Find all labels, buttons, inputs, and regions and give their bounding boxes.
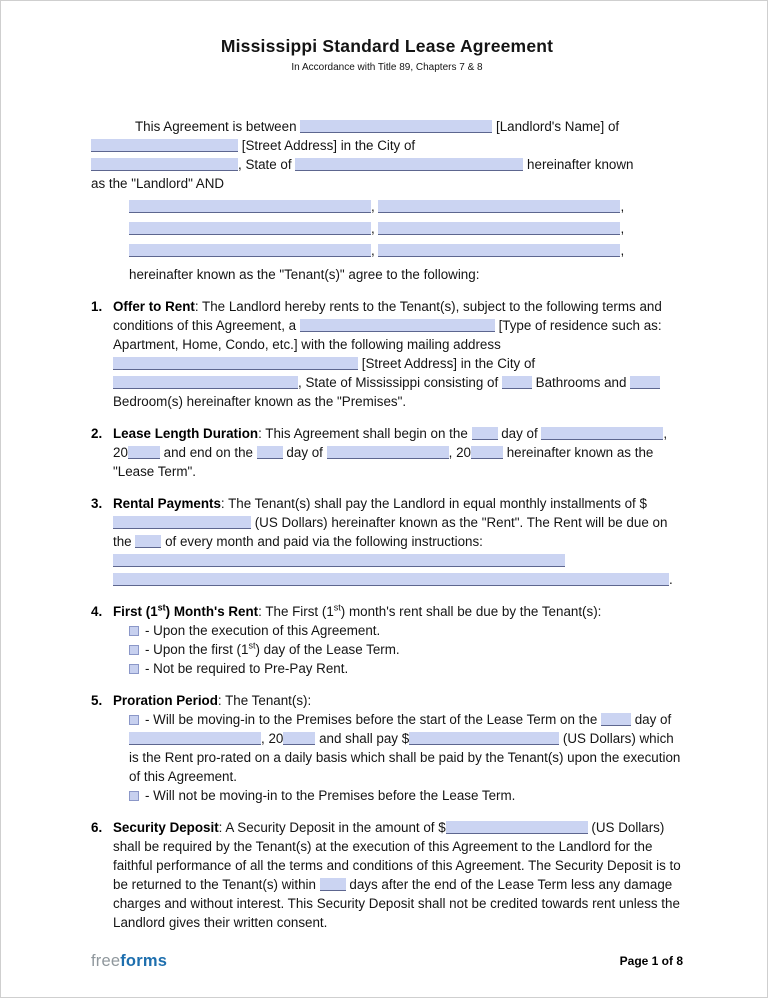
checkbox-option [129, 640, 683, 659]
section-number: 5. [91, 693, 103, 708]
intro-line: , State of hereinafter known [91, 155, 683, 174]
checkbox[interactable] [129, 664, 139, 674]
fill-in-blank[interactable] [129, 244, 371, 257]
brand-forms-text: forms [120, 952, 168, 970]
checkbox[interactable] [129, 626, 139, 636]
fill-in-blank[interactable] [113, 516, 251, 529]
freeforms-logo [91, 952, 167, 971]
checkbox-label: - Will be moving-in to the Premises before the start of the Lease Term on the day of , 20 and shall pay $ (US Dollars) which is the Rent pro-rated on a daily basis which shall be paid by the Tenant(s) upon the execution of this Agreement. [129, 712, 681, 784]
fill-in-blank[interactable] [113, 573, 669, 586]
fill-in-blank[interactable] [113, 376, 298, 389]
fill-in-blank[interactable] [378, 200, 620, 213]
section-number: 3. [91, 496, 103, 511]
section-heading: Security Deposit [113, 820, 219, 835]
section-body-text: : The Tenant(s) shall pay the Landlord in equal monthly installments of $ (US Dollars) hereinafter known as the "Rent". The Rent will be due on the of every month and paid via the following instructions: . [113, 496, 673, 587]
tenant-blank-row: , , [129, 219, 683, 238]
page-title: Mississippi Standard Lease Agreement [220, 36, 554, 56]
checkbox[interactable] [129, 645, 139, 655]
section-number: 4. [91, 604, 103, 619]
fill-in-blank[interactable] [113, 357, 358, 370]
checkbox-option [129, 659, 683, 678]
section-paragraph [113, 818, 683, 932]
fill-in-blank[interactable] [91, 158, 238, 171]
section-1-offer-to-rent [91, 297, 683, 411]
section-body-text: : This Agreement shall begin on the day of , 20 and end on the day of , 20 hereinafter known as the "Lease Term". [113, 426, 668, 479]
fill-in-blank[interactable] [446, 821, 588, 834]
section-body-text: : The Landlord hereby rents to the Tenant(s), subject to the following terms and conditions of this Agreement, a [Type of residence such as: Apartment, Home, Condo, etc.] with the following mailing address [Street Address] in the City of , State of Mississippi consisting of Bathrooms and Bedroom(s) hereinafter known as the "Premises". [113, 299, 662, 409]
checkbox-label: - Will not be moving-in to the Premises before the Lease Term. [145, 788, 516, 803]
document-body [91, 284, 683, 932]
intro-paragraph [91, 117, 683, 193]
section-paragraph [113, 691, 683, 710]
page-footer [91, 952, 683, 971]
section-number: 2. [91, 426, 103, 441]
section-heading: Lease Length Duration [113, 426, 259, 441]
tenant-blank-row: , , [129, 197, 683, 216]
fill-in-blank[interactable] [129, 732, 261, 745]
fill-in-blank[interactable] [471, 446, 503, 459]
section-paragraph [113, 424, 683, 481]
superscript: st [248, 640, 256, 651]
fill-in-blank[interactable] [257, 446, 283, 459]
fill-in-blank[interactable] [91, 139, 238, 152]
fill-in-blank[interactable] [113, 554, 565, 567]
tenant-blank-row: , , [129, 241, 683, 260]
section-4-first-months-rent [91, 602, 683, 678]
section-3-rental-payments [91, 494, 683, 589]
section-number: 1. [91, 299, 103, 314]
checkbox[interactable] [129, 791, 139, 801]
fill-in-blank[interactable] [541, 427, 663, 440]
fill-in-blank[interactable] [128, 446, 160, 459]
section-paragraph [113, 494, 683, 589]
fill-in-blank[interactable] [129, 222, 371, 235]
fill-in-blank[interactable] [378, 222, 620, 235]
document-header [91, 37, 683, 77]
section-paragraph [113, 602, 683, 621]
section-heading: Proration Period [113, 693, 218, 708]
checkbox[interactable] [129, 715, 139, 725]
fill-in-blank[interactable] [630, 376, 660, 389]
section-heading: First (1st) Month's Rent [113, 602, 259, 619]
fill-in-blank[interactable] [601, 713, 631, 726]
section-5-proration-period [91, 691, 683, 805]
checkbox-option [129, 786, 683, 805]
fill-in-blank[interactable] [320, 878, 346, 891]
tenants-clause: hereinafter known as the "Tenant(s)" agree to the following: [129, 267, 480, 282]
section-6-security-deposit [91, 818, 683, 932]
fill-in-blank[interactable] [300, 120, 492, 133]
checkbox-label: - Not be required to Pre-Pay Rent. [145, 661, 349, 676]
fill-in-blank[interactable] [283, 732, 315, 745]
page-number-label: Page 1 of 8 [619, 954, 683, 968]
section-heading: Offer to Rent [113, 299, 195, 314]
page-subtitle: In Accordance with Title 89, Chapters 7 & 8 [291, 62, 483, 73]
fill-in-blank[interactable] [502, 376, 532, 389]
fill-in-blank[interactable] [378, 244, 620, 257]
fill-in-blank[interactable] [409, 732, 559, 745]
brand-free-text: free [91, 952, 121, 970]
superscript: st [333, 602, 341, 613]
fill-in-blank[interactable] [295, 158, 523, 171]
intro-line: as the "Landlord" AND [91, 176, 225, 191]
fill-in-blank[interactable] [300, 319, 495, 332]
section-paragraph [113, 297, 683, 411]
checkbox-option [129, 710, 683, 786]
superscript: st [157, 602, 166, 613]
section-body-text: : The First (1st) month's rent shall be due by the Tenant(s): [258, 602, 602, 619]
section-body-text: : The Tenant(s): [217, 693, 312, 708]
section-heading: Rental Payments [113, 496, 221, 511]
tenant-name-blanks [129, 197, 683, 263]
fill-in-blank[interactable] [472, 427, 498, 440]
section-body-text: : A Security Deposit in the amount of $ (US Dollars) shall be required by the Tenant(s) at the execution of this Agreement to the Landlord for the faithful performance of all the terms and conditions of this Agreement. The Security Deposit is to be returned to the Tenant(s) within days after the end of the Lease Term less any damage charges and without interest. This Security Deposit shall not be credited towards rent unless the Landlord gives their written consent. [113, 820, 681, 930]
intro-line: This Agreement is between [Landlord's Name] of [135, 119, 620, 134]
section-number: 6. [91, 820, 103, 835]
fill-in-blank[interactable] [327, 446, 449, 459]
fill-in-blank[interactable] [129, 200, 371, 213]
checkbox-option [129, 621, 683, 640]
checkbox-label: - Upon the first (1st) day of the Lease Term. [145, 640, 400, 657]
checkbox-label: - Upon the execution of this Agreement. [145, 623, 381, 638]
fill-in-blank[interactable] [135, 535, 161, 548]
section-2-lease-length-duration [91, 424, 683, 481]
intro-line: [Street Address] in the City of [91, 136, 683, 155]
